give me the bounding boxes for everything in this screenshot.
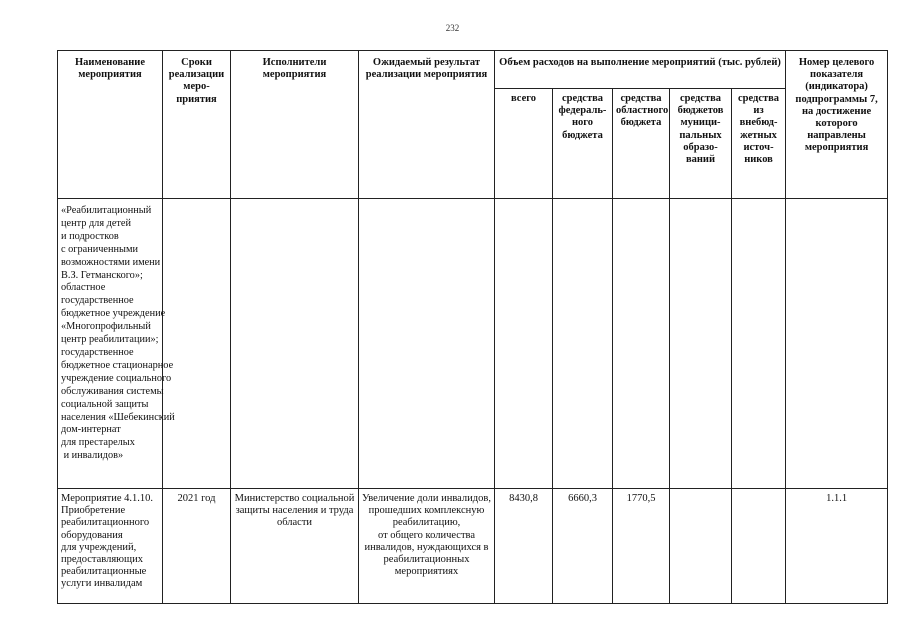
row2-federal: 6660,3 xyxy=(553,489,613,604)
table-row xyxy=(58,199,888,489)
header-volume: Объем расходов на выполнение мероприятий (тыс. рублей) xyxy=(495,51,786,89)
header-result: Ожидаемый результат реализации мероприятия xyxy=(359,51,495,199)
header-indicator: Номер целевого показателя (индикатора) подпрограммы 7, на достижение которого направлены мероприятия xyxy=(786,51,888,199)
header-name: Наименование мероприятия xyxy=(58,51,163,199)
row1-name: «Реабилитационный центр для детей и подростков с ограниченными возможностями имени В.З. Гетманского»; областное государственное бюджетное учреждение «Многопрофильный центр реабилитации»; государственное бюджетное стационарное учреждение социального обслуживания системы социальной защиты населения «Шебекинский дом-интернат для престарелых и инвалидов» xyxy=(58,199,163,489)
row1-result xyxy=(359,199,495,489)
row1-regional xyxy=(613,199,670,489)
row2-total: 8430,8 xyxy=(495,489,553,604)
row2-indicator: 1.1.1 xyxy=(786,489,888,604)
row1-federal xyxy=(553,199,613,489)
activities-table xyxy=(57,50,888,604)
row1-municipal xyxy=(670,199,732,489)
row2-executor: Министерство социальной защиты населения и труда области xyxy=(231,489,359,604)
row2-name: Мероприятие 4.1.10. Приобретение реабилитационного оборудования для учреждений, предоставляющих реабилитационные услуги инвалидам xyxy=(58,489,163,604)
row2-municipal xyxy=(670,489,732,604)
header-executors: Исполнители мероприятия xyxy=(231,51,359,199)
header-extra: средства из внебюд-жетных источ-ников xyxy=(732,89,786,199)
header-federal: средства федераль-ного бюджета xyxy=(553,89,613,199)
row2-result: Увеличение доли инвалидов, прошедших комплексную реабилитацию, от общего количества инвалидов, нуждающихся в реабилитационных мероприятиях xyxy=(359,489,495,604)
header-municipal: средства бюджетов муници-пальных образо-ваний xyxy=(670,89,732,199)
row1-total xyxy=(495,199,553,489)
row1-indicator xyxy=(786,199,888,489)
row1-executor xyxy=(231,199,359,489)
table-row xyxy=(58,489,888,604)
header-terms: Сроки реализации меро-приятия xyxy=(163,51,231,199)
row2-extra xyxy=(732,489,786,604)
header-total: всего xyxy=(495,89,553,199)
header-regional: средства областного бюджета xyxy=(613,89,670,199)
row2-regional: 1770,5 xyxy=(613,489,670,604)
row2-term: 2021 год xyxy=(163,489,231,604)
header-row-1 xyxy=(58,51,888,89)
row1-extra xyxy=(732,199,786,489)
page-number: 232 xyxy=(445,23,460,33)
row1-term xyxy=(163,199,231,489)
